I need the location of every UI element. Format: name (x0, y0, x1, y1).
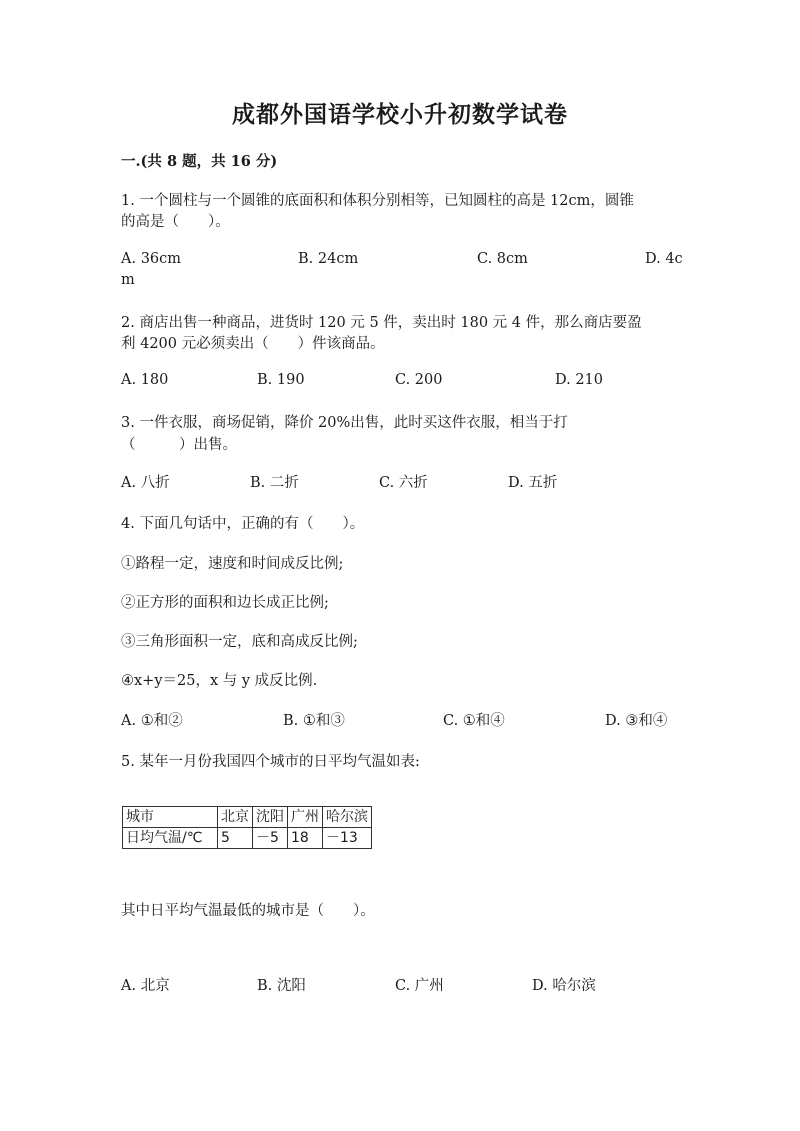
question-3-text-line2: （ ）出售。 (121, 437, 237, 453)
table-cell: 北京 (218, 807, 253, 828)
q3-option-b: B. 二折 (250, 475, 299, 491)
question-1-text-line2: 的高是（ ）。 (121, 214, 230, 230)
question-3-text-line1: 3. 一件衣服，商场促销，降价 20%出售，此时买这件衣服，相当于打 (121, 415, 568, 431)
q4-statement-1: ①路程一定，速度和时间成反比例; (121, 556, 344, 572)
question-1-text-line1: 1. 一个圆柱与一个圆锥的底面积和体积分别相等，已知圆柱的高是 12cm，圆锥 (121, 193, 634, 209)
q4-statement-2: ②正方形的面积和边长成正比例; (121, 595, 329, 611)
table-cell: －5 (253, 828, 288, 849)
q5-option-c: C. 广州 (395, 978, 444, 994)
q1-option-a: A. 36cm (121, 251, 182, 267)
q2-option-c: C. 200 (395, 372, 443, 388)
q3-option-d: D. 五折 (508, 475, 558, 491)
table-cell: 广州 (288, 807, 323, 828)
question-2-text-line1: 2. 商店出售一种商品，进货时 120 元 5 件，卖出时 180 元 4 件，那么商店要盈 (121, 315, 642, 331)
q4-statement-3: ③三角形面积一定，底和高成反比例; (121, 634, 358, 650)
question-5-text: 5. 某年一月份我国四个城市的日平均气温如表: (121, 754, 420, 770)
q2-option-b: B. 190 (257, 372, 305, 388)
q1-option-d: D. 4c (645, 251, 683, 267)
q4-option-b: B. ①和③ (283, 713, 345, 729)
q1-option-c: C. 8cm (477, 251, 528, 267)
q1-option-d-wrap: m (121, 272, 135, 288)
q5-option-d: D. 哈尔滨 (532, 978, 596, 994)
question-5-prompt: 其中日平均气温最低的城市是（ ）。 (121, 903, 375, 919)
table-cell: 沈阳 (253, 807, 288, 828)
q2-option-a: A. 180 (121, 372, 169, 388)
page-title: 成都外国语学校小升初数学试卷 (232, 101, 568, 128)
q4-option-c: C. ①和④ (443, 713, 505, 729)
q4-option-a: A. ①和② (121, 713, 183, 729)
q4-statement-4: ④x+y＝25，x 与 y 成反比例. (121, 673, 318, 689)
table-cell: －13 (323, 828, 372, 849)
question-4-text: 4. 下面几句话中，正确的有（ ）。 (121, 516, 365, 532)
table-cell: 18 (288, 828, 323, 849)
q5-option-a: A. 北京 (121, 978, 170, 994)
table-cell: 日均气温/℃ (123, 828, 218, 849)
q4-option-d: D. ③和④ (605, 713, 668, 729)
table-cell: 城市 (123, 807, 218, 828)
q3-option-a: A. 八折 (121, 475, 170, 491)
q5-option-b: B. 沈阳 (257, 978, 306, 994)
table-row (123, 828, 372, 849)
table-header-row (123, 807, 372, 828)
q3-option-c: C. 六折 (379, 475, 428, 491)
table-cell: 哈尔滨 (323, 807, 372, 828)
q2-option-d: D. 210 (555, 372, 604, 388)
table-cell: 5 (218, 828, 253, 849)
temperature-table (122, 806, 372, 849)
question-2-text-line2: 利 4200 元必须卖出（ ）件该商品。 (121, 336, 385, 352)
q1-option-b: B. 24cm (298, 251, 359, 267)
section-heading: 一.(共 8 题，共 16 分) (121, 153, 278, 170)
